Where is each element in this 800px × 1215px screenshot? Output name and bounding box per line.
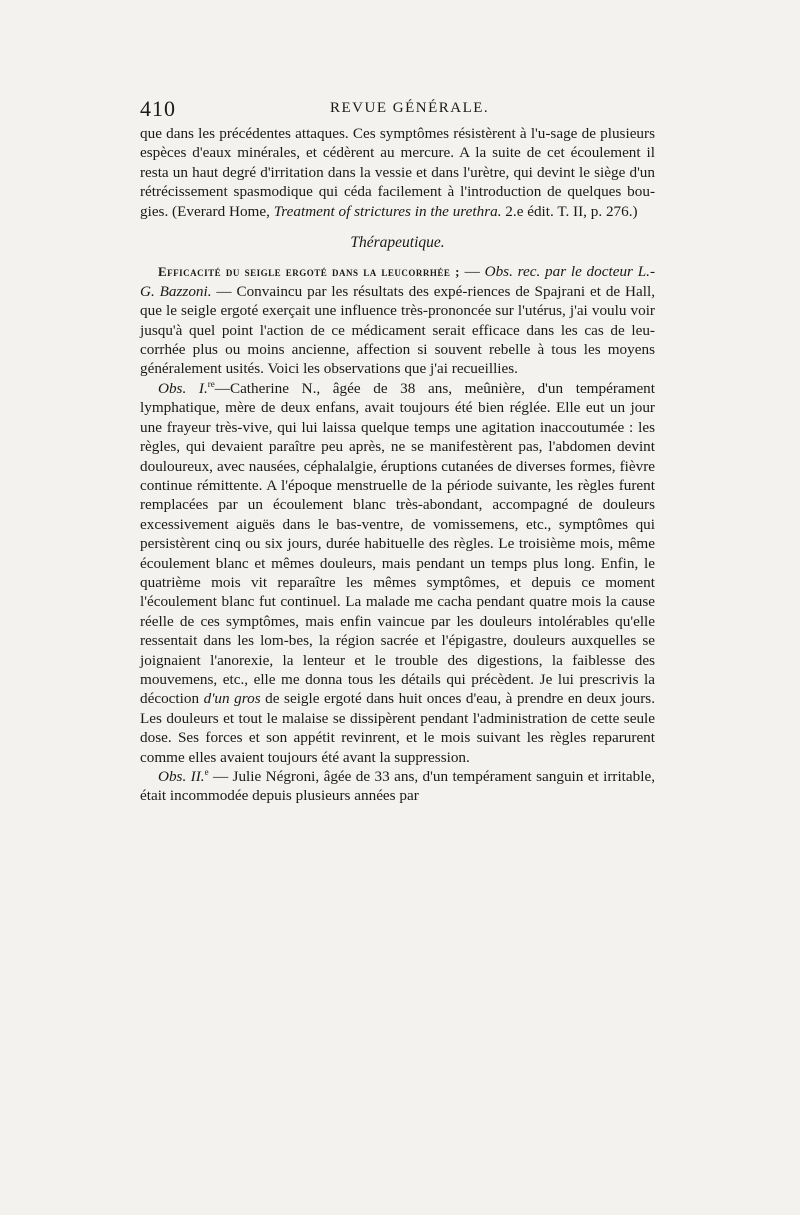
citation-edition: 2.e édit. T. II, p. 276.) [501,202,638,220]
obs1-text-b: de seigle ergoté dans huit onces d'eau, à prendre en deux jours. Les douleurs et tout le malaise se dissipèrent pendant l'administration de cette seule dose. Ses forces et son appétit revinrent, et le mois suivant les règles reparurent comme elles avaient toujours été avant la suppression. [140,690,656,766]
page-number: 410 [140,96,176,121]
section-text: — Convaincu par les résultats des expé-riences de Spajrani et de Hall, que le seigle ergoté exerçait une influence très-prononcée sur l'utérus, j'ai voulu voir jusqu'à quel point l'action de ce médicament serait efficace dans les cas de leu-corrhée plus ou moins ancienne, affection si souvent rebelle à tous les moyens généralement usités. Voici les observations que j'ai recueillies. [140,282,655,378]
paragraph-obs-1 [140,379,655,767]
obs2-label: Obs. II. [158,768,205,785]
page-header [140,96,655,122]
obs2-sup: e [204,766,209,777]
paragraph-section-intro [140,262,655,378]
section-title: Efficacité du seigle ergoté dans la leucorrhée ; [158,264,460,280]
obs2-text: — Julie Négroni, âgée de 33 ans, d'un tempérament sanguin et irritable, était incommodée depuis plusieurs années par [140,768,655,805]
obs1-text-a: —Catherine N., âgée de 38 ans, meûnière, d'un tempérament lymphatique, mère de deux enfans, avait toujours été bien réglée. Elle eut un jour une frayeur très-vive, qui lui laissa quelque temps une agitation inaccoutumée : les règles, qui devaient paraître peu après, ne se manifestèrent pas, l'abdomen devint douloureux, avec nausées, céphalalgie, éruptions cutanées de diverses formes, fièvre continue rémittente. A l'époque menstruelle de la période suivante, les règles furent remplacées par un écoulement blanc très-abondant, accompagné de douleurs excessivement aiguës dans le bas-ventre, de vomissemens, etc., symptômes qui persistèrent cinq ou six jours, durée habituelle des règles. Le troisième mois, même écoulement blanc et mêmes douleurs, mais pendant un temps plus long. Enfin, le quatrième mois vit reparaître les mêmes symptômes, et depuis ce moment l'écoulement blanc fut continuel. La malade me cacha pendant quatre mois la cause réelle de ces symptômes, mais enfin vaincue par les douleurs intolérables qu'elle ressentait dans les lom-bes, la région sacrée et l'épigastre, douleurs auxquelles se joignaient l'anorexie, la lenteur et le trouble des digestions, la faiblesse des mouvemens, etc., elle me donna tous les détails qui précèdent. Je lui prescrivis la décoction [140,379,655,708]
cited-title: Treatment of strictures in the urethra. [273,202,502,220]
section-dash: — [459,263,485,281]
obs1-label: Obs. I. [158,379,208,397]
paragraph-intro [140,124,655,221]
paragraph-obs-2 [140,767,655,806]
section-subheading: Thérapeutique. [350,234,445,252]
intro-text: que dans les précédentes attaques. Ces symptômes résistèrent à l'u-sage de plusieurs espèces d'eaux minérales, et cédèrent au mercure. A la suite de cet écoulement il resta un haut degré d'irritation dans la vessie et dans l'urètre, qui devint le siège d'un rétrécissement spasmodique qui céda facilement à l'introduction de quelques bou-gies. (Everard Home, [140,125,655,220]
section-source: Obs. rec. par le docteur L.-G. Bazzoni. [140,263,655,300]
obs1-sup: re [207,378,215,389]
obs1-italic: d'un gros [203,690,261,708]
page-body [140,124,655,806]
running-head: REVUE GÉNÉRALE. [330,100,490,116]
